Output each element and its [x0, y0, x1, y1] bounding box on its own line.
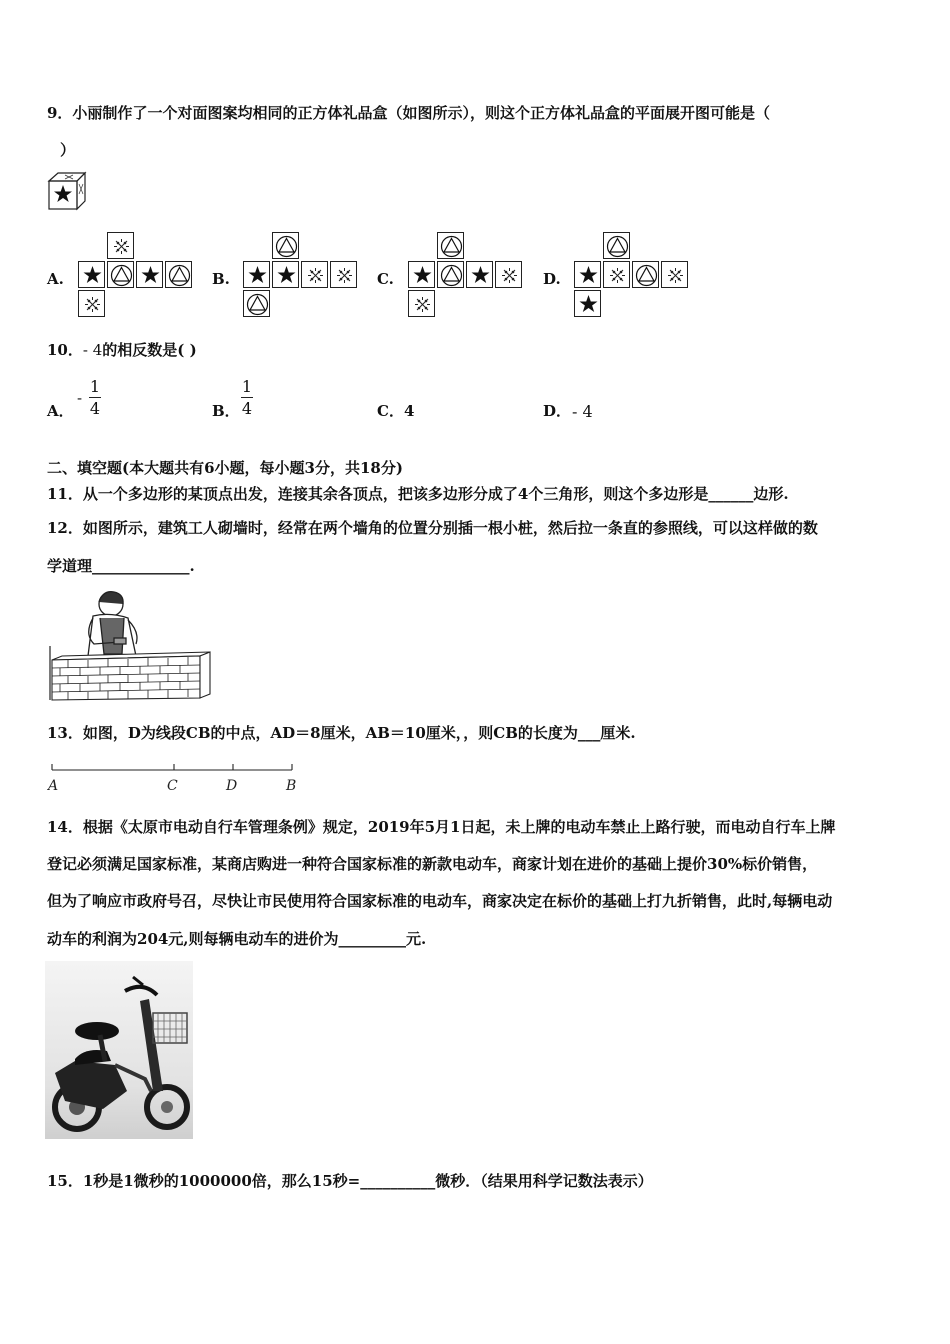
q9-option-a-net[interactable] — [78, 232, 198, 322]
circle-triangle-icon — [108, 262, 135, 289]
cross-icon — [496, 262, 523, 289]
q9-option-b-net[interactable] — [243, 232, 363, 322]
star-icon — [137, 262, 164, 289]
circle-triangle-icon — [438, 262, 465, 289]
q14-line4: 动车的利润为204元,则每辆电动车的进价为_________元. — [47, 930, 427, 948]
star-icon — [244, 262, 271, 289]
q14-line2: 登记必须满足国家标准，某商店购进一种符合国家标准的新款电动车，商家计划在进价的基础上提价30%标价销售， — [47, 855, 818, 873]
q15-text: 15．1秒是1微秒的1000000倍，那么15秒=__________微秒．（结果用科学记数法表示） — [47, 1172, 653, 1190]
cross-icon — [662, 262, 689, 289]
star-icon — [273, 262, 300, 289]
circle-triangle-icon — [604, 233, 631, 260]
circle-triangle-icon — [244, 291, 271, 318]
cross-icon — [108, 233, 135, 260]
q9-option-c-net[interactable] — [408, 232, 528, 322]
q12-line1: 12．如图所示，建筑工人砌墙时，经常在两个墙角的位置分别插一根小桩，然后拉一条直的参照线，可以这样做的数 — [47, 519, 818, 537]
point-c-label: C — [167, 778, 178, 794]
q9-option-b-label[interactable]: B. — [212, 270, 230, 288]
circle-triangle-icon — [166, 262, 193, 289]
cross-icon — [79, 291, 106, 318]
cross-icon — [604, 262, 631, 289]
q10-option-c-label[interactable]: C．4 — [377, 402, 415, 420]
star-icon — [79, 262, 106, 289]
star-icon — [575, 262, 602, 289]
star-icon — [575, 291, 602, 318]
circle-triangle-icon — [438, 233, 465, 260]
cross-icon — [331, 262, 358, 289]
cross-icon — [302, 262, 329, 289]
cross-icon — [409, 291, 436, 318]
q9-paren: ） — [60, 141, 76, 159]
electric-bike-photo — [45, 961, 193, 1139]
q9-option-d-net[interactable] — [574, 232, 694, 322]
q9-option-c-label[interactable]: C. — [377, 270, 394, 288]
point-a-label: A — [48, 778, 59, 794]
q9-option-d-label[interactable]: D. — [543, 270, 561, 288]
point-d-label: D — [226, 778, 238, 794]
star-icon — [467, 262, 494, 289]
q9-option-a-label[interactable]: A. — [47, 270, 64, 288]
cube-figure — [46, 170, 88, 212]
q10-option-d-label[interactable]: D． — [543, 402, 572, 420]
point-b-label: B — [286, 778, 297, 794]
q10-option-a-sign: - — [77, 389, 83, 407]
q11-text: 11．从一个多边形的某顶点出发，连接其余各顶点，把该多边形分成了4个三角形，则这个多边形是______边形. — [47, 485, 789, 503]
q10-text: 10．- 4的相反数是( ) — [47, 341, 197, 359]
q14-line3: 但为了响应市政府号召，尽快让市民使用符合国家标准的电动车，商家决定在标价的基础上打九折销售，此时,每辆电动 — [47, 892, 833, 910]
section-2-heading: 二、填空题(本大题共有6小题，每小题3分，共18分) — [47, 459, 403, 477]
q10-option-a-label[interactable]: A． — [47, 402, 74, 420]
q10-option-b-fraction: 1 4 — [241, 377, 253, 418]
q13-text: 13．如图，D为线段CB的中点，AD＝8厘米，AB＝10厘米，，则CB的长度为___厘米. — [47, 724, 636, 742]
circle-triangle-icon — [273, 233, 300, 260]
circle-triangle-icon — [633, 262, 660, 289]
q10-option-d-value: - 4 — [572, 402, 593, 421]
bricklayer-illustration — [48, 586, 214, 702]
q10-option-b-label[interactable]: B． — [212, 402, 240, 420]
segment-diagram — [46, 758, 306, 796]
q12-line2: 学道理_____________. — [47, 557, 195, 575]
q9-text: 9．小丽制作了一个对面图案均相同的正方体礼品盒（如图所示），则这个正方体礼品盒的平面展开图可能是（ — [47, 104, 770, 122]
q10-option-a-fraction: 1 4 — [89, 377, 101, 418]
star-icon — [409, 262, 436, 289]
q14-line1: 14．根据《太原市电动自行车管理条例》规定，2019年5月1日起，未上牌的电动车禁止上路行驶，而电动自行车上牌 — [47, 818, 836, 836]
